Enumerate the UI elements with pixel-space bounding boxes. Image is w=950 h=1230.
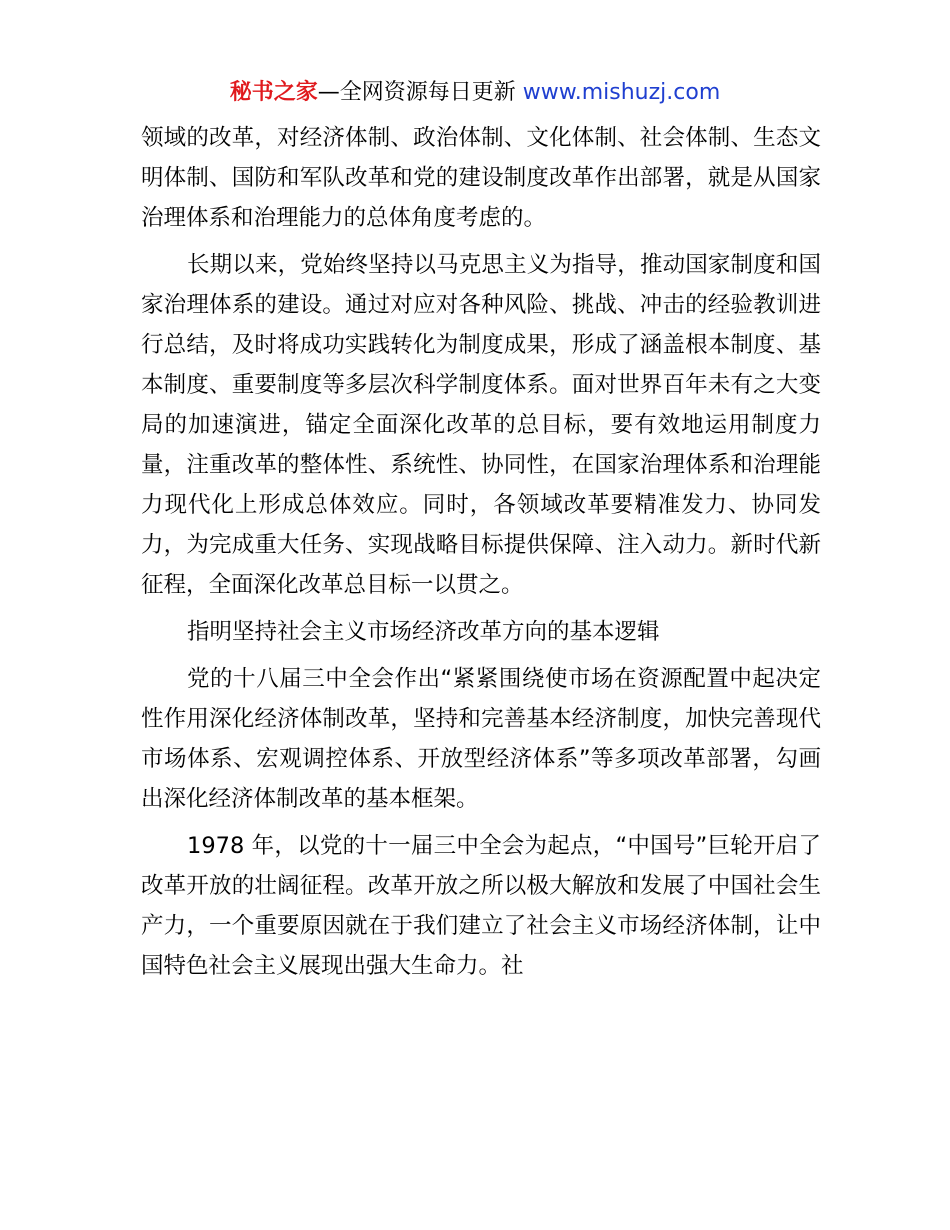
- paragraph-continuation: 领域的改革，对经济体制、政治体制、文化体制、社会体制、生态文明体制、国防和军队改革和党的建设制度改革作出部署，就是从国家治理体系和治理能力的总体角度考虑的。: [141, 125, 821, 231]
- document-body: [141, 118, 821, 993]
- site-url-link[interactable]: www.mishuzj.com: [522, 80, 721, 105]
- paragraph: 党的十八届三中全会作出“紧紧围绕使市场在资源配置中起决定性作用深化经济体制改革，坚持和完善基本经济制度，加快完善现代市场体系、宏观调控体系、开放型经济体系”等多项改革部署，勾画出深化经济体制改革的基本框架。: [141, 666, 821, 812]
- section-heading: 指明坚持社会主义市场经济改革方向的基本逻辑: [187, 619, 660, 645]
- site-tagline: —全网资源每日更新: [317, 80, 523, 105]
- paragraph: 长期以来，党始终坚持以马克思主义为指导，推动国家制度和国家治理体系的建设。通过对应对各种风险、挑战、冲击的经验教训进行总结，及时将成功实践转化为制度成果，形成了涵盖根本制度、基本制度、重要制度等多层次科学制度体系。面对世界百年未有之大变局的加速演进，锚定全面深化改革的总目标，要有效地运用制度力量，注重改革的整体性、系统性、协同性，在国家治理体系和治理能力现代化上形成总体效应。同时，各领域改革要精准发力、协同发力，为完成重大任务、实现战略目标提供保障、注入动力。新时代新征程，全面深化改革总目标一以贯之。: [141, 252, 821, 598]
- page-header: [0, 78, 950, 108]
- paragraph: 1978 年，以党的十一届三中全会为起点，“中国号”巨轮开启了改革开放的壮阔征程。改革开放之所以极大解放和发展了中国社会生产力，一个重要原因就在于我们建立了社会主义市场经济体制，让中国特色社会主义展现出强大生命力。社: [141, 833, 821, 979]
- site-brand: 秘书之家: [229, 80, 318, 105]
